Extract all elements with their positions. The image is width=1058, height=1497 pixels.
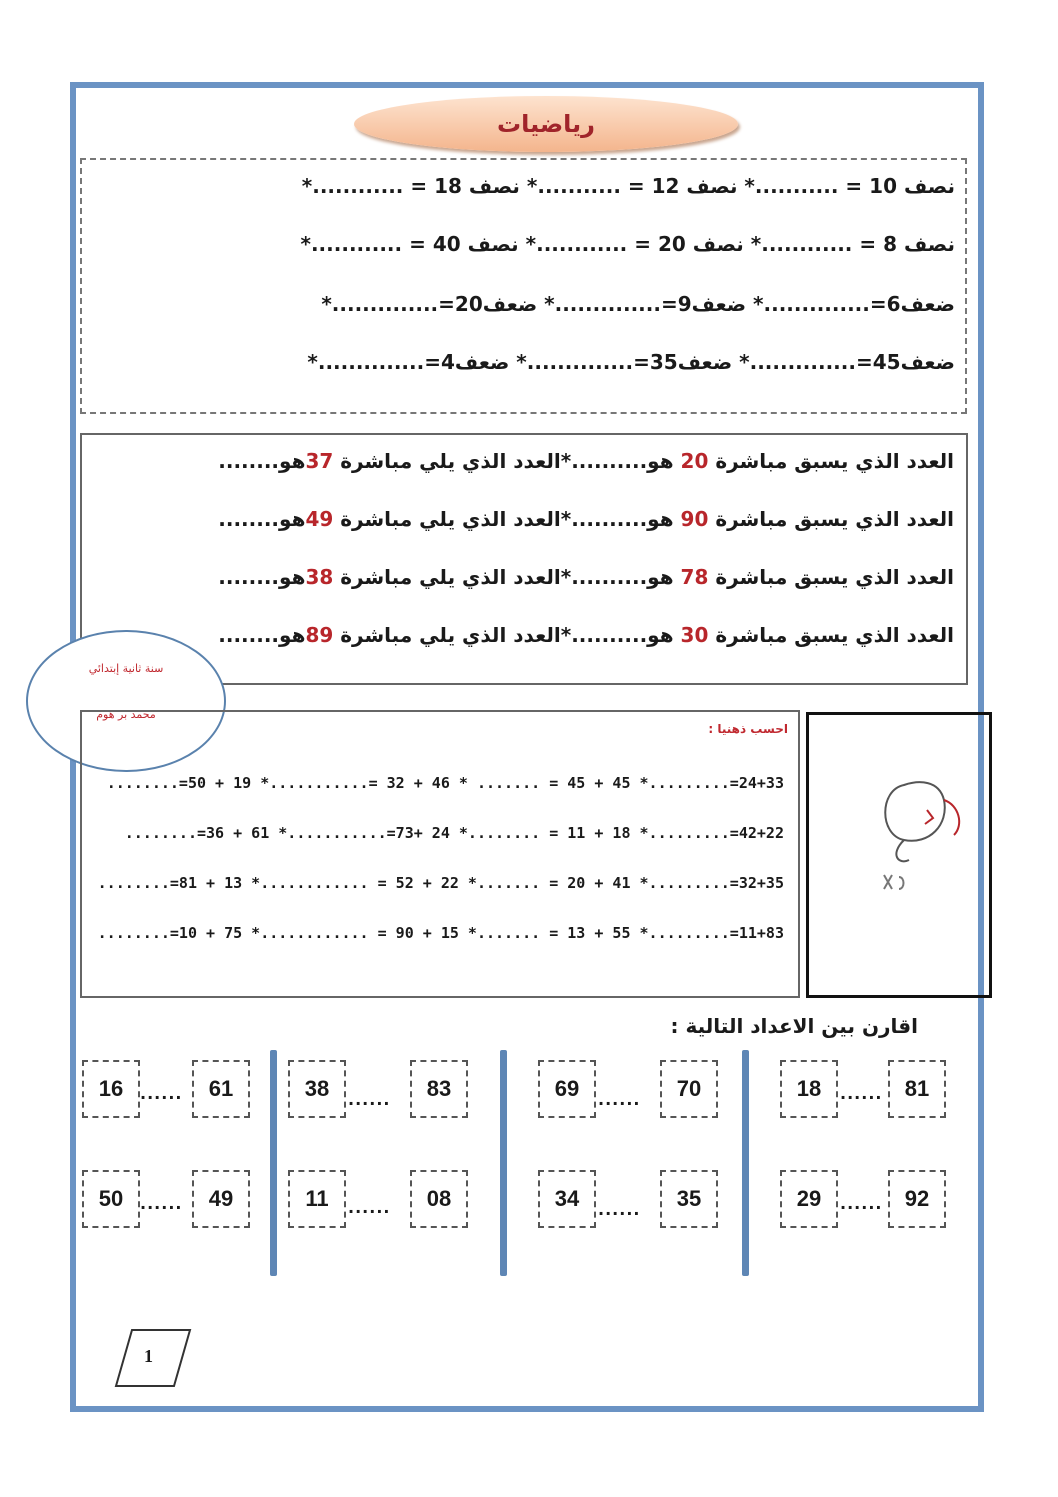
comparison-blank[interactable]: ...... xyxy=(840,1194,883,1213)
group-divider xyxy=(500,1050,507,1276)
page-number: 1 xyxy=(144,1346,153,1366)
comparison-blank[interactable]: ...... xyxy=(598,1200,641,1219)
number-box: 38 xyxy=(288,1060,346,1118)
exercise-line: العدد الذي يسبق مباشرة 78 هو..........*العدد الذي يلي مباشرة 38هو........ xyxy=(218,565,954,589)
stamp-line: سنة ثانية إبتدائي xyxy=(88,662,164,675)
number-box: 69 xyxy=(538,1060,596,1118)
group-divider xyxy=(270,1050,277,1276)
hand-drawn-figure-icon xyxy=(809,715,989,995)
number-box: 70 xyxy=(660,1060,718,1118)
stamp-line: محمد بر هوم xyxy=(96,708,156,721)
number-box: 61 xyxy=(192,1060,250,1118)
number-box: 18 xyxy=(780,1060,838,1118)
exercise-line: العدد الذي يسبق مباشرة 20 هو..........*العدد الذي يلي مباشرة 37هو........ xyxy=(218,449,954,473)
number-highlight: 89 xyxy=(305,623,334,647)
exercise-line: ........=10 + 75 *............ = 90 + 15 *....... = 13 + 55 *.........=11+83 xyxy=(97,924,784,942)
number-box: 08 xyxy=(410,1170,468,1228)
number-highlight: 20 xyxy=(680,449,709,473)
page-number-box xyxy=(114,1328,192,1388)
exercise-line: ........=50 + 19 *...........= 32 + 46 * ....... = 45 + 45 *.........=24+33 xyxy=(106,774,784,792)
page-title: رياضيات xyxy=(354,96,738,152)
comparison-blank[interactable]: ...... xyxy=(348,1198,391,1217)
comparison-blank[interactable]: ...... xyxy=(840,1084,883,1103)
number-highlight: 38 xyxy=(305,565,334,589)
exercise-line: ضعف45=..............* ضعف35=..............* ضعف4=..............* xyxy=(307,350,955,374)
number-box: 11 xyxy=(288,1170,346,1228)
exercise-line: ........=81 + 13 *............ = 52 + 22 *....... = 20 + 41 *.........=32+35 xyxy=(97,874,784,892)
number-box: 34 xyxy=(538,1170,596,1228)
parallelogram-shape xyxy=(114,1328,192,1388)
exercise-line: ........=36 + 61 *...........=73+ 24 *........ = 11 + 18 *.........=42+22 xyxy=(124,824,784,842)
exercise-line: العدد الذي يسبق مباشرة 90 هو..........*العدد الذي يلي مباشرة 49هو........ xyxy=(218,507,954,531)
number-box: 81 xyxy=(888,1060,946,1118)
number-highlight: 37 xyxy=(305,449,334,473)
number-box: 29 xyxy=(780,1170,838,1228)
mental-math-section xyxy=(80,710,800,998)
compare-title: اقارن بين الاعداد التالية : xyxy=(670,1014,918,1038)
exercise-line: العدد الذي يسبق مباشرة 30 هو..........*العدد الذي يلي مباشرة 89هو........ xyxy=(218,623,954,647)
exercise-line: نصف 8 = ............* نصف 20 = ............* نصف 40 = ............* xyxy=(300,232,955,256)
number-box: 49 xyxy=(192,1170,250,1228)
number-highlight: 49 xyxy=(305,507,334,531)
comparison-blank[interactable]: ...... xyxy=(140,1084,183,1103)
number-highlight: 30 xyxy=(680,623,709,647)
number-box: 35 xyxy=(660,1170,718,1228)
comparison-blank[interactable]: ...... xyxy=(598,1090,641,1109)
comparison-blank[interactable]: ...... xyxy=(140,1194,183,1213)
half-double-section xyxy=(80,158,967,414)
comparison-blank[interactable]: ...... xyxy=(348,1090,391,1109)
before-after-section xyxy=(80,433,968,685)
mental-math-title: احسب ذهنيا : xyxy=(708,722,788,736)
illustration-box xyxy=(806,712,992,998)
number-highlight: 78 xyxy=(680,565,709,589)
number-highlight: 90 xyxy=(680,507,709,531)
number-box: 83 xyxy=(410,1060,468,1118)
number-box: 16 xyxy=(82,1060,140,1118)
group-divider xyxy=(742,1050,749,1276)
number-box: 50 xyxy=(82,1170,140,1228)
exercise-line: ضعف6=..............* ضعف9=..............* ضعف20=..............* xyxy=(321,292,955,316)
number-box: 92 xyxy=(888,1170,946,1228)
exercise-line: نصف 10 = ...........* نصف 12 = ...........* نصف 18 = ............* xyxy=(301,174,955,198)
